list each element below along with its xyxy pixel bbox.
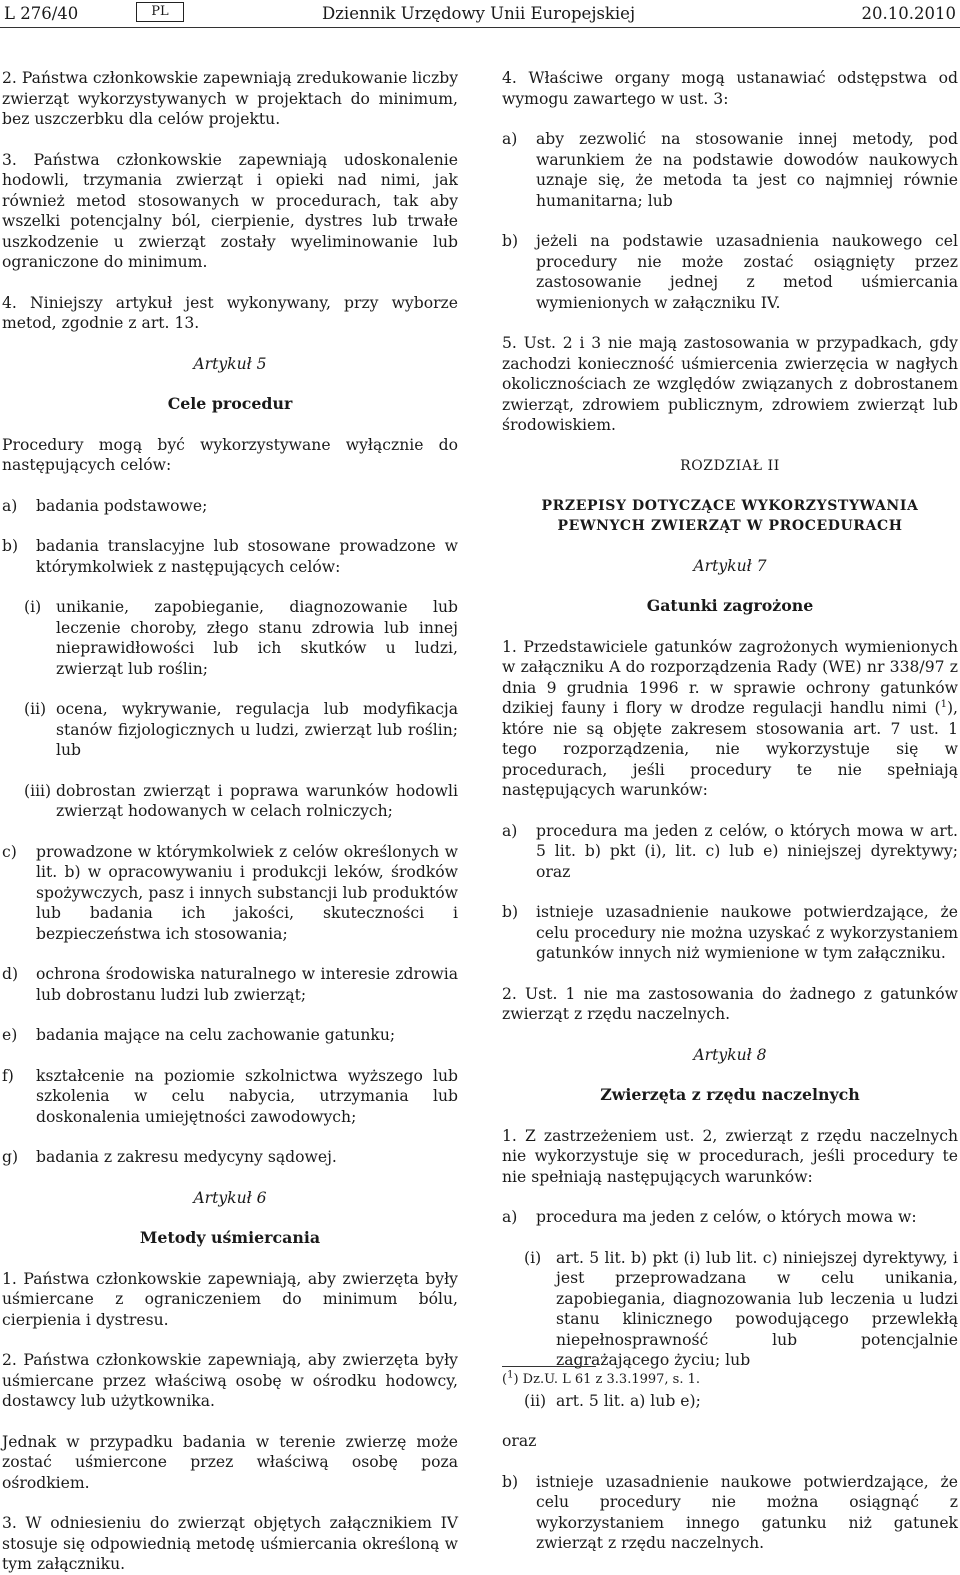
article-number: Artykuł 8 — [693, 1045, 767, 1064]
paragraph: 3. W odniesieniu do zwierząt objętych załącznikiem IV stosuje się odpowiednią metodę uśmiercania określoną w tym załączniku. — [2, 1514, 458, 1573]
paragraph: 4. Niniejszy artykuł jest wykonywany, przy wyborze metod, zgodnie z art. 13. — [2, 293, 458, 332]
paragraph: 1. Państwa członkowskie zapewniają, aby zwierzęta były uśmiercane z ograniczeniem do minimum bólu, cierpienia i dystresu. — [2, 1269, 458, 1329]
conjunction: oraz — [502, 1432, 537, 1450]
list-item — [502, 231, 958, 313]
list-label: a) — [502, 1208, 518, 1226]
list-item — [2, 1066, 458, 1128]
list-item — [502, 821, 958, 883]
paragraph-text: ), które nie są objęte zakresem stosowania art. 7 ust. 1 tego rozporządzenia, nie wykorzystuje się w procedurach, jeśli procedury te nie spełniają następujących warunków: — [502, 699, 958, 799]
list-text: badania z zakresu medycyny sądowej. — [36, 1148, 337, 1166]
list-text: badania translacyjne lub stosowane prowadzone w którymkolwiek z następujących celów: — [36, 537, 458, 576]
list-label: e) — [2, 1026, 18, 1044]
page-number: L 276/40 — [4, 4, 79, 23]
article-number: Artykuł 5 — [193, 354, 267, 373]
list-label: b) — [502, 903, 519, 921]
list-label: a) — [502, 821, 518, 840]
paragraph: 1. Z zastrzeżeniem ust. 2, zwierząt z rzędu naczelnych nie wykorzystuje się w procedurach, jeśli procedury te nie spełniają następujących warunków: — [502, 1126, 958, 1186]
list-text: procedura ma jeden z celów, o których mowa w art. 5 lit. b) pkt (i), lit. c) lub e) niniejszej dyrektywy; oraz — [536, 821, 958, 881]
footnote-number: 1 — [507, 1369, 514, 1381]
chapter-number: ROZDZIAŁ II — [680, 457, 780, 474]
issue-date: 20.10.2010 — [861, 4, 956, 23]
paragraph: 2. Państwa członkowskie zapewniają, aby zwierzęta były uśmiercane przez właściwą osobę w ośrodku hodowcy, dostawcy lub użytkownika. — [2, 1351, 458, 1410]
list-text: istnieje uzasadnienie naukowe potwierdzające, że celu procedury nie można uzyskać z wykorzystaniem gatunków innych niż wymienione w tym załączniku. — [536, 903, 958, 962]
page-header — [0, 0, 960, 36]
list-label: (i) — [24, 598, 42, 616]
list-item — [502, 1207, 958, 1228]
chapter-heading: PRZEPISY DOTYCZĄCE WYKORZYSTYWANIA PEWNYCH ZWIERZĄT W PROCEDURACH — [541, 497, 919, 534]
list-text: badania podstawowe; — [36, 496, 208, 515]
list-label: d) — [2, 965, 19, 983]
paragraph: 2. Ust. 1 nie ma zastosowania do żadnego z gatunków zwierząt z rzędu naczelnych. — [502, 984, 958, 1023]
article-heading: Zwierzęta z rzędu naczelnych — [600, 1085, 860, 1104]
list-label: f) — [2, 1066, 14, 1085]
journal-title: Dziennik Urzędowy Unii Europejskiej — [322, 4, 636, 23]
list-text: ocena, wykrywanie, regulacja lub modyfikacja stanów fizjologicznych u ludzi, zwierząt lub roślin; lub — [56, 700, 458, 759]
header-divider — [0, 27, 960, 28]
list-label: c) — [2, 842, 17, 861]
list-text: prowadzone w którymkolwiek z celów określonych w lit. b) w opracowywaniu i produkcji leków, środków spożywczych, pasz i innych substancji lub produktów lub badania ich jakości, skuteczności i bezpieczeństwa ich stosowania; — [36, 842, 458, 943]
list-text: aby zezwolić na stosowanie innej metody, pod warunkiem że na podstawie dowodów naukowych uznaje się, że metoda ta jest co najmniej równie humanitarna; lub — [536, 130, 958, 210]
paragraph: 5. Ust. 2 i 3 nie mają zastosowania w przypadkach, gdy zachodzi konieczność uśmiercenia zwierzęcia w nagłych okolicznościach ze względów związanych z dobrostanem zwierząt, zdrowiem publicznym, zdrowiem zwierząt lub środowiskiem. — [502, 334, 958, 434]
paragraph: Jednak w przypadku badania w terenie zwierzę może zostać uśmiercone przez właściwą osobę poza ośrodkiem. — [2, 1432, 458, 1492]
sub-list-item — [24, 781, 458, 822]
article-heading: Cele procedur — [167, 394, 293, 413]
footnote-divider — [502, 1366, 596, 1367]
list-text: jeżeli na podstawie uzasadnienia naukowego cel procedury nie może zostać osiągnięty przez zastosowanie jednej z metod uśmiercania wymienionych w załączniku IV. — [536, 232, 958, 312]
list-item — [2, 1025, 458, 1046]
list-item — [502, 129, 958, 211]
list-label: a) — [502, 130, 518, 148]
list-label: a) — [2, 496, 18, 515]
paragraph — [502, 637, 958, 801]
list-label: b) — [2, 537, 19, 555]
article-number: Artykuł 7 — [693, 556, 767, 575]
list-text: kształcenie na poziomie szkolnictwa wyższego lub szkolenia w celu nabycia, utrzymania lub doskonalenia umiejętności zawodowych; — [36, 1066, 458, 1126]
list-text: ochrona środowiska naturalnego w interesie zdrowia lub dobrostanu ludzi lub zwierząt; — [36, 965, 458, 1004]
sub-list-item — [524, 1248, 958, 1371]
list-item — [2, 536, 458, 577]
paragraph: 4. Właściwe organy mogą ustanawiać odstępstwa od wymogu zawartego w ust. 3: — [502, 69, 958, 108]
language-badge: PL — [136, 2, 184, 22]
list-item — [502, 902, 958, 964]
paragraph: Procedury mogą być wykorzystywane wyłącznie do następujących celów: — [2, 435, 458, 474]
sub-list-item — [524, 1391, 958, 1412]
list-text: badania mające na celu zachowanie gatunku; — [36, 1026, 396, 1044]
list-item — [2, 1147, 458, 1168]
paragraph: 3. Państwa członkowskie zapewniają udoskonalenie hodowli, trzymania zwierząt i opieki nad nimi, jak również metod stosowanych w procedurach, tak aby wszelki potencjalny ból, cierpienie, dystres lub trwałe uszkodzenie u zwierząt zostały wyeliminowanie lub ograniczone do minimum. — [2, 150, 458, 271]
list-item — [2, 496, 458, 517]
article-heading: Gatunki zagrożone — [646, 596, 814, 615]
list-label: (iii) — [24, 781, 52, 800]
list-label: (i) — [524, 1248, 542, 1267]
list-text: procedura ma jeden z celów, o których mowa w: — [536, 1208, 917, 1226]
footnote: ($^1$) Dz.U. L 61 z 3.3.1997, s. 1. — [502, 1369, 701, 1387]
article-number: Artykuł 6 — [193, 1188, 267, 1207]
list-text: dobrostan zwierząt i poprawa warunków hodowli zwierząt hodowanych w celach rolniczych; — [56, 781, 458, 820]
list-text: unikanie, zapobieganie, diagnozowanie lub leczenie choroby, złego stanu zdrowia lub innej nieprawidłowości lub ich skutków u ludzi, zwierząt lub roślin; — [56, 598, 458, 678]
list-label: g) — [2, 1148, 19, 1166]
footnote-reference[interactable]: 1 — [940, 698, 947, 710]
list-text: art. 5 lit. a) lub e); — [556, 1391, 701, 1410]
left-column — [2, 68, 458, 1575]
footnote-text: Dz.U. L 61 z 3.3.1997, s. 1. — [522, 1372, 701, 1387]
list-label: b) — [502, 1472, 519, 1491]
list-item — [502, 1472, 958, 1554]
list-label: b) — [502, 232, 519, 250]
list-label: (ii) — [24, 700, 47, 718]
list-text: istnieje uzasadnienie naukowe potwierdzające, że celu procedury nie można osiągnąć z wykorzystaniem innego gatunku niż gatunek zwierząt z rzędu naczelnych. — [536, 1472, 958, 1552]
sub-list-item — [24, 699, 458, 761]
right-column — [502, 68, 958, 1554]
list-item — [2, 964, 458, 1005]
sub-list-item — [24, 597, 458, 679]
paragraph-text: 1. Przedstawiciele gatunków zagrożonych wymienionych w załączniku A do rozporządzenia Rady (WE) nr 338/97 z dnia 9 grudnia 1996 r. w sprawie ochrony gatunków dzikiej fauny i flory w drodze regulacji handlu nimi ( — [502, 637, 958, 717]
list-text: art. 5 lit. b) pkt (i) lub lit. c) niniejszej dyrektywy, i jest przeprowadzana w celu unikania, zapobiegania, diagnozowania lub leczenia u ludzi stanu klinicznego powodującego przewlekłą niepełnosprawność lub potencjalnie zagrażającego życiu; lub — [556, 1248, 958, 1369]
list-item — [2, 842, 458, 945]
list-label: (ii) — [524, 1391, 547, 1410]
paragraph: 2. Państwa członkowskie zapewniają zredukowanie liczby zwierząt wykorzystywanych w projektach do minimum, bez uszczerbku dla celów projektu. — [2, 69, 458, 128]
article-heading: Metody uśmiercania — [139, 1228, 321, 1247]
